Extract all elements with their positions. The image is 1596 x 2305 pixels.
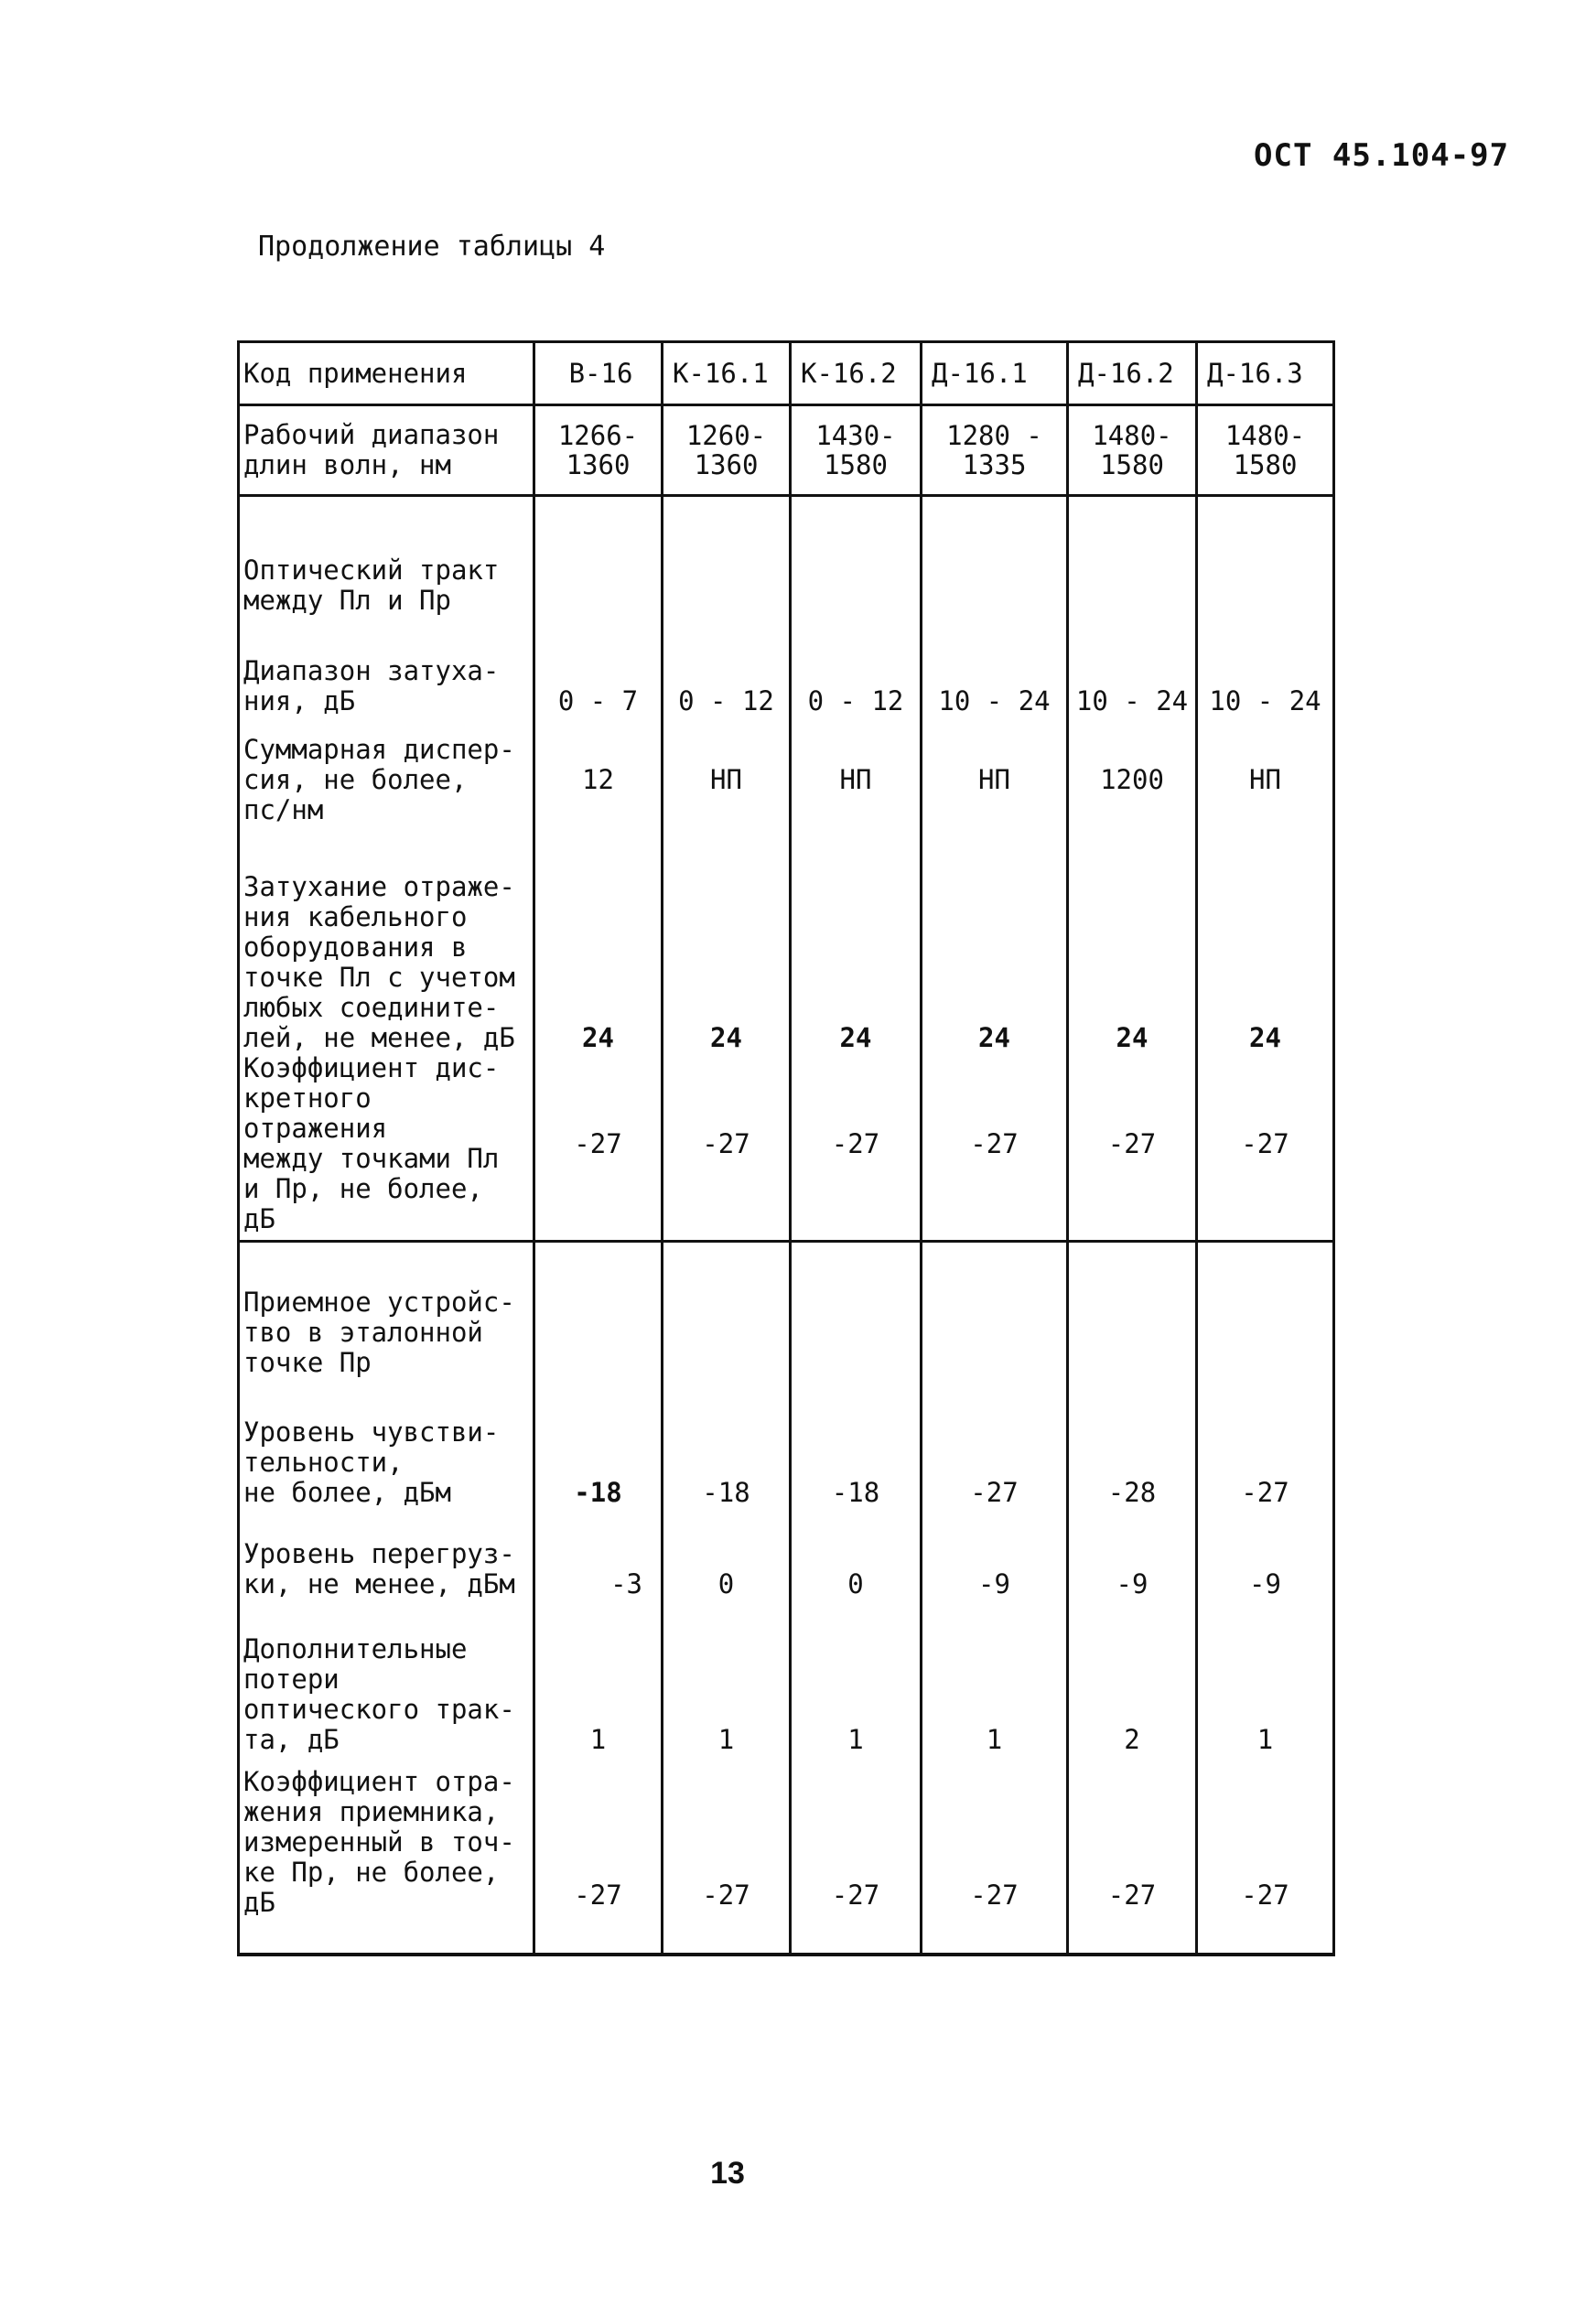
row-label: Уровень перегруз- ки, не менее, дБм xyxy=(239,1508,534,1599)
table-cell: -27 xyxy=(922,1384,1068,1508)
table-cell: -18 xyxy=(534,1384,663,1508)
table-cell: 24 xyxy=(791,843,922,1053)
table-cell: -27 xyxy=(1197,1384,1334,1508)
table-cell: -9 xyxy=(1197,1508,1334,1599)
table-cell: 0 - 12 xyxy=(791,621,922,716)
table-cell: 10 - 24 xyxy=(922,621,1068,716)
table-row xyxy=(239,843,1334,1053)
table-cell: 12 xyxy=(534,716,663,843)
table-row xyxy=(239,716,1334,843)
table-cell: 1266- 1360 xyxy=(534,405,663,496)
table-cell: 1480- 1580 xyxy=(1197,405,1334,496)
specification-table xyxy=(237,340,1335,1956)
row-label: Дополнительные потери оптического трак- та, дБ xyxy=(239,1599,534,1755)
table-cell: -18 xyxy=(791,1384,922,1508)
row-label: Уровень чувстви- тельности, не более, дБм xyxy=(239,1384,534,1508)
table-cell: -27 xyxy=(534,1755,663,1955)
table-cell: -27 xyxy=(534,1053,663,1242)
table-cell: 1 xyxy=(1197,1599,1334,1755)
column-header: Д-16.2 xyxy=(1068,342,1197,405)
table-cell: 1260- 1360 xyxy=(663,405,791,496)
table-cell: 24 xyxy=(1068,843,1197,1053)
column-header: Д-16.1 xyxy=(922,342,1068,405)
header-label: Код применения xyxy=(239,342,534,405)
column-header: К-16.1 xyxy=(663,342,791,405)
table-cell: -27 xyxy=(1068,1053,1197,1242)
document-code: ОСТ 45.104-97 xyxy=(1254,137,1510,174)
table-cell: 0 - 12 xyxy=(663,621,791,716)
table-row xyxy=(239,1755,1334,1955)
table-cell: 1 xyxy=(534,1599,663,1755)
table-cell: НП xyxy=(791,716,922,843)
table-cell: -18 xyxy=(663,1384,791,1508)
table-cell: 24 xyxy=(922,843,1068,1053)
section-heading-row xyxy=(239,496,1334,622)
table-caption: Продолжение таблицы 4 xyxy=(258,231,606,263)
table-cell: 10 - 24 xyxy=(1068,621,1197,716)
table-row xyxy=(239,1384,1334,1508)
table-cell: -27 xyxy=(922,1755,1068,1955)
column-header: Д-16.3 xyxy=(1197,342,1334,405)
table-cell: 1 xyxy=(791,1599,922,1755)
table-cell: -27 xyxy=(791,1755,922,1955)
table-cell: НП xyxy=(1197,716,1334,843)
table-cell: -3 xyxy=(534,1508,663,1599)
column-header: К-16.2 xyxy=(791,342,922,405)
table-cell: 0 - 7 xyxy=(534,621,663,716)
table-header-row xyxy=(239,342,1334,405)
table-cell: 1430- 1580 xyxy=(791,405,922,496)
table-row xyxy=(239,1053,1334,1242)
table-row xyxy=(239,621,1334,716)
row-label: Коэффициент дис- кретного отражения между точками Пл и Пр, не более, дБ xyxy=(239,1053,534,1242)
table-cell: НП xyxy=(663,716,791,843)
table-cell: 24 xyxy=(1197,843,1334,1053)
section-heading-row xyxy=(239,1242,1334,1384)
table-cell: -27 xyxy=(791,1053,922,1242)
table-cell: НП xyxy=(922,716,1068,843)
column-header: В-16 xyxy=(534,342,663,405)
table-cell: -28 xyxy=(1068,1384,1197,1508)
row-label: Затухание отраже- ния кабельного оборудования в точке Пл с учетом любых соедините- лей, не менее, дБ xyxy=(239,843,534,1053)
section-heading-receiver: Приемное устройс- тво в эталонной точке Пр xyxy=(239,1242,534,1384)
table-row xyxy=(239,1508,1334,1599)
table-cell: 1 xyxy=(663,1599,791,1755)
table-cell: -27 xyxy=(922,1053,1068,1242)
table-cell: 24 xyxy=(534,843,663,1053)
row-label: Рабочий диапазон длин волн, нм xyxy=(239,405,534,496)
table-cell: 1 xyxy=(922,1599,1068,1755)
table-cell: -27 xyxy=(1197,1053,1334,1242)
table-cell: 1480- 1580 xyxy=(1068,405,1197,496)
table-row xyxy=(239,405,1334,496)
table-cell: 1200 xyxy=(1068,716,1197,843)
table-cell: 1280 - 1335 xyxy=(922,405,1068,496)
table-cell: 0 xyxy=(791,1508,922,1599)
table-cell: -27 xyxy=(663,1053,791,1242)
table-cell: -27 xyxy=(1068,1755,1197,1955)
table-cell: -9 xyxy=(1068,1508,1197,1599)
table-cell: -9 xyxy=(922,1508,1068,1599)
table-row xyxy=(239,1599,1334,1755)
table-cell: 0 xyxy=(663,1508,791,1599)
table-cell: -27 xyxy=(663,1755,791,1955)
row-label: Диапазон затуха- ния, дБ xyxy=(239,621,534,716)
row-label: Суммарная диспер- сия, не более, пс/нм xyxy=(239,716,534,843)
table-cell: -27 xyxy=(1197,1755,1334,1955)
table-cell: 10 - 24 xyxy=(1197,621,1334,716)
page-number: 13 xyxy=(710,2156,745,2191)
section-heading-optical: Оптический тракт между Пл и Пр xyxy=(239,496,534,622)
table-cell: 24 xyxy=(663,843,791,1053)
row-label: Коэффициент отра- жения приемника, измеренный в точ- ке Пр, не более, дБ xyxy=(239,1755,534,1955)
table-cell: 2 xyxy=(1068,1599,1197,1755)
